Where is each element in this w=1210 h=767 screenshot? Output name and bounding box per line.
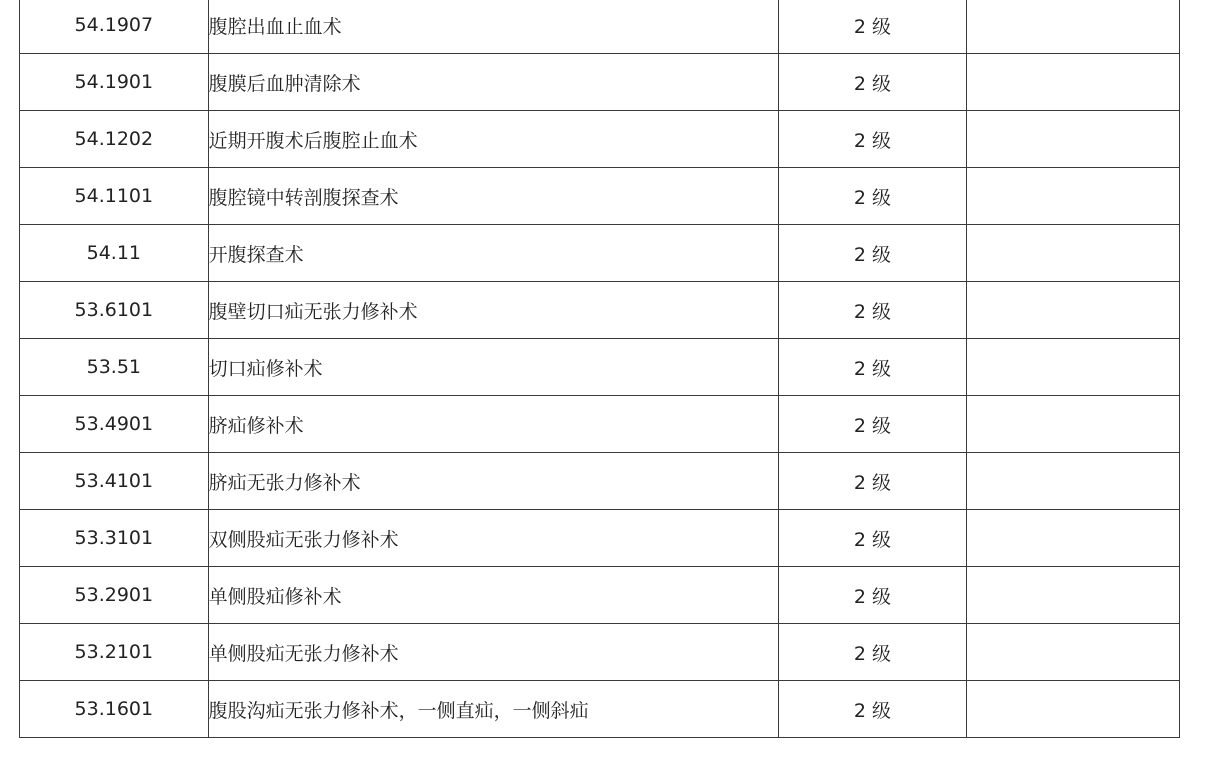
table-row: [20, 453, 1180, 510]
procedure-code-cell: 54.1907: [20, 0, 209, 54]
procedure-note-cell: [967, 282, 1180, 339]
procedure-name-cell: 腹腔出血止血术: [208, 0, 778, 54]
procedure-name-cell: 单侧股疝无张力修补术: [208, 624, 778, 681]
procedure-grade-cell: 2 级: [778, 111, 967, 168]
procedure-grade-cell: 2 级: [778, 510, 967, 567]
table-row: [20, 111, 1180, 168]
procedure-grade-cell: 2 级: [778, 453, 967, 510]
procedure-code-cell: 53.3101: [20, 510, 209, 567]
procedure-grade-cell: 2 级: [778, 567, 967, 624]
table-row: [20, 282, 1180, 339]
procedure-code-cell: 53.6101: [20, 282, 209, 339]
procedure-code-cell: 53.2901: [20, 567, 209, 624]
procedure-grade-cell: 2 级: [778, 681, 967, 738]
procedure-grade-cell: 2 级: [778, 168, 967, 225]
procedure-grade-cell: 2 级: [778, 0, 967, 54]
procedure-code-cell: 53.51: [20, 339, 209, 396]
procedure-name-cell: 腹壁切口疝无张力修补术: [208, 282, 778, 339]
procedure-note-cell: [967, 168, 1180, 225]
procedure-code-cell: 54.1101: [20, 168, 209, 225]
procedure-code-cell: 54.1901: [20, 54, 209, 111]
table-row: [20, 624, 1180, 681]
procedure-name-cell: 腹膜后血肿清除术: [208, 54, 778, 111]
procedure-grade-cell: 2 级: [778, 624, 967, 681]
table-row: [20, 510, 1180, 567]
procedure-code-cell: 54.1202: [20, 111, 209, 168]
procedure-code-cell: 53.4901: [20, 396, 209, 453]
procedure-name-cell: 近期开腹术后腹腔止血术: [208, 111, 778, 168]
procedure-name-cell: 双侧股疝无张力修补术: [208, 510, 778, 567]
table-row: [20, 339, 1180, 396]
table-row: [20, 225, 1180, 282]
table-row: [20, 54, 1180, 111]
table-row: [20, 681, 1180, 738]
table-row: [20, 567, 1180, 624]
procedure-note-cell: [967, 510, 1180, 567]
procedure-code-cell: 53.4101: [20, 453, 209, 510]
procedure-grade-cell: 2 级: [778, 54, 967, 111]
procedure-note-cell: [967, 624, 1180, 681]
procedure-note-cell: [967, 225, 1180, 282]
procedure-grade-cell: 2 级: [778, 282, 967, 339]
procedure-name-cell: 开腹探查术: [208, 225, 778, 282]
procedure-code-cell: 54.11: [20, 225, 209, 282]
surgery-table: [19, 0, 1180, 738]
table-row: [20, 396, 1180, 453]
procedure-note-cell: [967, 339, 1180, 396]
procedure-code-cell: 53.1601: [20, 681, 209, 738]
procedure-grade-cell: 2 级: [778, 339, 967, 396]
procedure-name-cell: 切口疝修补术: [208, 339, 778, 396]
procedure-grade-cell: 2 级: [778, 225, 967, 282]
procedure-name-cell: 脐疝修补术: [208, 396, 778, 453]
procedure-note-cell: [967, 0, 1180, 54]
procedure-name-cell: 脐疝无张力修补术: [208, 453, 778, 510]
procedure-name-cell: 腹腔镜中转剖腹探查术: [208, 168, 778, 225]
procedure-note-cell: [967, 111, 1180, 168]
procedure-note-cell: [967, 54, 1180, 111]
procedure-grade-cell: 2 级: [778, 396, 967, 453]
procedure-note-cell: [967, 453, 1180, 510]
procedure-note-cell: [967, 396, 1180, 453]
procedure-note-cell: [967, 681, 1180, 738]
table-row: [20, 168, 1180, 225]
procedure-name-cell: 单侧股疝修补术: [208, 567, 778, 624]
procedure-name-cell: 腹股沟疝无张力修补术，一侧直疝，一侧斜疝: [208, 681, 778, 738]
procedure-note-cell: [967, 567, 1180, 624]
table-row: [20, 0, 1180, 54]
procedure-code-cell: 53.2101: [20, 624, 209, 681]
